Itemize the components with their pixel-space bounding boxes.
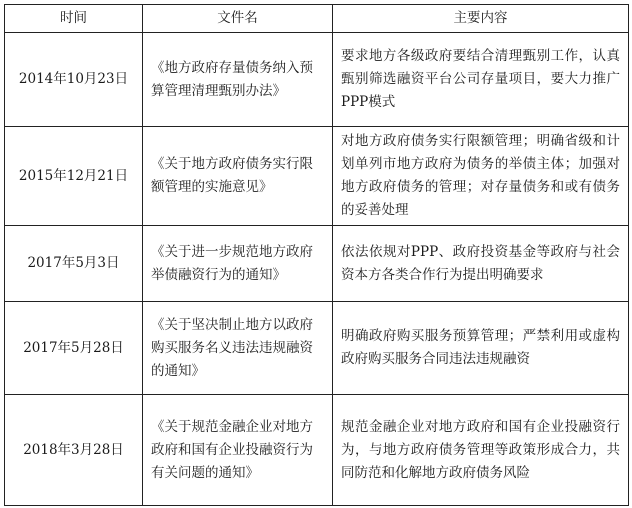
row-date: 2017年5月28日: [5, 302, 143, 395]
table-header-row: [5, 5, 629, 33]
row-file: 《关于坚决制止地方以政府购买服务名义违法违规融资的通知》: [143, 302, 333, 395]
row-content: 明确政府购买服务预算管理；严禁利用或虚构政府购买服务合同违法违规融资: [333, 302, 629, 395]
table-row: [5, 395, 629, 506]
row-file: 《地方政府存量债务纳入预算管理清理甄别办法》: [143, 33, 333, 127]
row-content: 要求地方各级政府要结合清理甄别工作，认真甄别筛选融资平台公司存量项目，要大力推广PPP模式: [333, 33, 629, 127]
row-content: 依法依规对PPP、政府投资基金等政府与社会资本方各类合作行为提出明确要求: [333, 226, 629, 302]
row-file: 《关于规范金融企业对地方政府和国有企业投融资行为有关问题的通知》: [143, 395, 333, 506]
row-date: 2014年10月23日: [5, 33, 143, 127]
table-row: [5, 127, 629, 226]
table-row: [5, 302, 629, 395]
row-file: 《关于地方政府债务实行限额管理的实施意见》: [143, 127, 333, 226]
row-content: 规范金融企业对地方政府和国有企业投融资行为，与地方政府债务管理等政策形成合力，共同防范和化解地方政府债务风险: [333, 395, 629, 506]
table-row: [5, 33, 629, 127]
policy-table: [4, 4, 629, 506]
row-file: 《关于进一步规范地方政府举债融资行为的通知》: [143, 226, 333, 302]
table-row: [5, 226, 629, 302]
row-content: 对地方政府债务实行限额管理；明确省级和计划单列市地方政府为债务的举债主体；加强对地方政府债务的管理；对存量债务和或有债务的妥善处理: [333, 127, 629, 226]
header-file: 文件名: [143, 5, 333, 33]
header-date: 时间: [5, 5, 143, 33]
row-date: 2015年12月21日: [5, 127, 143, 226]
header-content: 主要内容: [333, 5, 629, 33]
row-date: 2017年5月3日: [5, 226, 143, 302]
row-date: 2018年3月28日: [5, 395, 143, 506]
